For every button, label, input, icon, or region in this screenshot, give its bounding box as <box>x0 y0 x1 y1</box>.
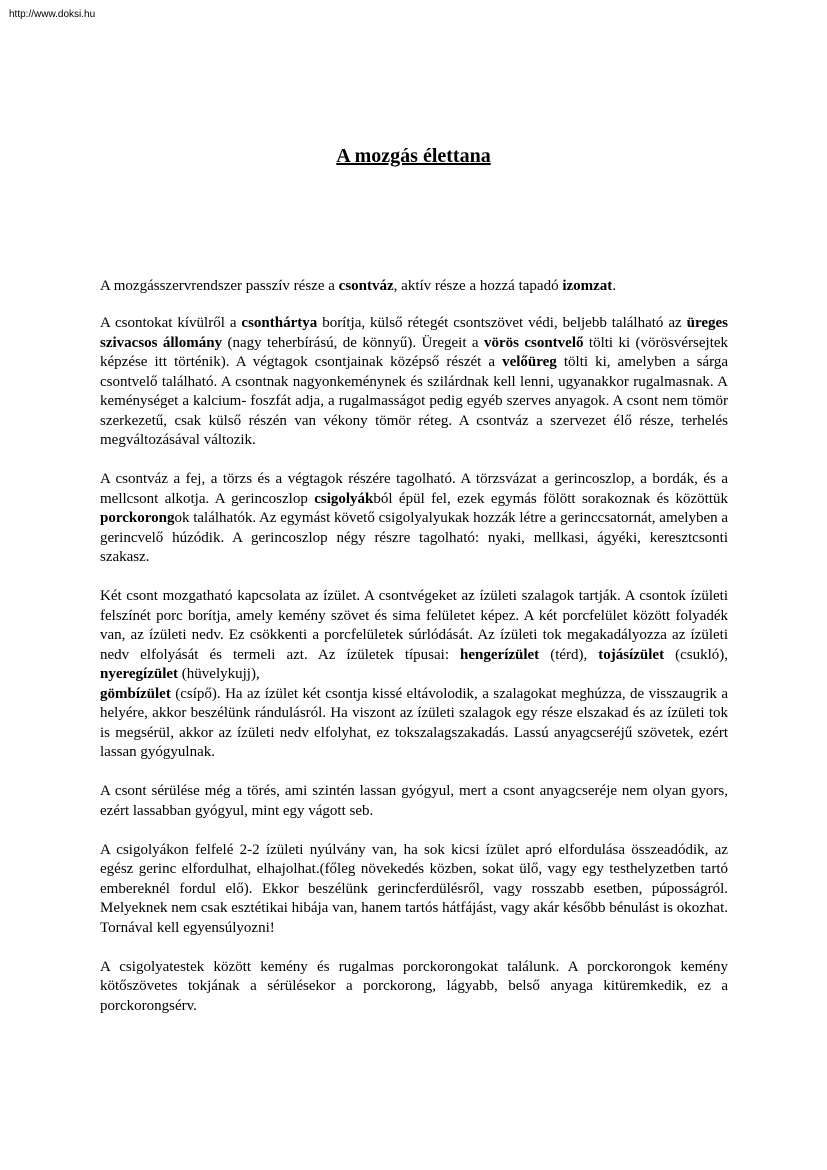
text-run: A mozgásszervrendszer passzív része a <box>100 278 339 294</box>
source-url[interactable]: http://www.doksi.hu <box>9 9 96 20</box>
text-run: borítja, külső rétegét csontszövet védi, beljebb található az <box>317 315 687 331</box>
paragraph <box>100 470 728 568</box>
bold-term: gömbízület <box>100 685 171 702</box>
document-body <box>100 277 728 1036</box>
paragraph <box>100 841 728 939</box>
bold-term: csonthártya <box>241 315 318 331</box>
bold-term: csigolyák <box>314 490 374 507</box>
bold-term: csontváz <box>338 278 394 294</box>
bold-term: üreges szivacsos állomány <box>100 315 728 351</box>
page-title: A mozgás élettana <box>336 145 491 167</box>
text-run: ok találhatók. Az egymást követő csigolyalyukak hozzák létre a gerinccsatornát, amelyben a gerincvelő húzódik. A gerincoszlop négy részre tagolható: nyaki, mellkasi, ágyéki, keresztcsonti szakasz. <box>100 510 729 565</box>
text-run: Két csont mozgatható kapcsolata az ízület. A csontvégeket az ízületi szalagok tartják. A csontok ízületi felszínét porc borítja, amely kemény szövet és sima felületet képez. A két porcfelület között folyadék van, az ízületi nedv. Ez csökkenti a porcfelületek súrlódását. Az ízületi tok megakadályozza az ízületi nedv elfolyását és termeli azt. Az ízületek típusai: <box>100 588 728 663</box>
text-run: . <box>612 278 617 294</box>
bold-term: izomzat <box>562 278 613 294</box>
bold-term: nyeregízület <box>100 666 179 682</box>
bold-term: velőüreg <box>502 354 557 370</box>
text-run: ból épül fel, ezek egymás fölött sorakoznak és közöttük <box>373 490 728 507</box>
text-run: (hüvelykujj), <box>178 666 260 682</box>
paragraph <box>100 782 728 821</box>
bold-term: vörös csontvelő <box>483 334 584 351</box>
text-run: , aktív része a hozzá tapadó <box>393 278 563 294</box>
bold-term: tojásízület <box>598 646 665 663</box>
text-run: (nagy teherbírású, de könnyű). Üregeit a <box>222 334 484 351</box>
text-run: A csontokat kívülről a <box>100 315 242 331</box>
bold-term: hengerízület <box>460 646 540 663</box>
text-run: A csigolyákon felfelé 2-2 ízületi nyúlvány van, ha sok kicsi ízület apró elfordulása összeadódik, az egész gerinc elfordulhat, elhajolhat.(főleg növekedés közben, sokat ülő, vagy egy testhelyzetben tartó embereknél fordul elő). Ekkor beszélünk gerincferdülésről, vagy rosszabb esetben, púposságról. Melyeknek nem csak esztétikai hibája van, hanem tartós hátfájást, vagy akár később bénulást is okozhat. Tornával kell egyensúlyozni! <box>100 841 728 936</box>
paragraph <box>100 314 728 451</box>
paragraph <box>100 958 728 1017</box>
text-run: tölti ki (vörösvérsejtek képzése itt történik). A végtagok csontjainak középső részét a <box>100 334 729 370</box>
text-run: (csípő). Ha az ízület két csontja kissé eltávolodik, a szalagokat meghúzza, de visszaugrik a helyére, akkor beszélünk rándulásról. Ha viszont az ízületi szalagok egy része elszakad és az ízületi tok is megsérül, akkor az ízületi nedv elfolyhat, ez tokszalagszakadás. Lassú anyagcseréjű szövetek, ezért lassan gyógyulnak. <box>100 685 728 760</box>
paragraph <box>100 277 728 297</box>
text-run: (térd), <box>539 646 599 663</box>
text-run: (csukló), <box>664 646 729 663</box>
text-run: A csont sérülése még a törés, ami szintén lassan gyógyul, mert a csont anyagcseréje nem olyan gyors, ezért lassabban gyógyul, mint egy vágott seb. <box>100 783 728 819</box>
text-run: A csontváz a fej, a törzs és a végtagok részére tagolható. A törzsvázat a gerincoszlop, a bordák, és a mellcsont alkotja. A gerincoszlop <box>100 471 728 507</box>
paragraph <box>100 587 728 763</box>
text-run: A csigolyatestek között kemény és rugalmas porckorongokat találunk. A porckorongok kemény kötőszövetes tokjának a sérülésekor a porckorong, lágyabb, belső anyaga kitüremkedik, ez a porckorongsérv. <box>100 958 728 1014</box>
text-run: tölti ki, amelyben a sárga csontvelő található. A csontnak nagyonkeménynek és szilárdnak kell lenni, ugyanakkor rugalmasnak. A keménységet a kalcium- foszfát adja, a rugalmasságot pedig egyéb szerves anyagok. A csont nem tömör szerkezetű, csak külső részén van vékony tömör réteg. A csontváz a szervezet élő része, terhelés megváltozásával változik. <box>100 354 728 448</box>
bold-term: porckorong <box>100 510 175 526</box>
